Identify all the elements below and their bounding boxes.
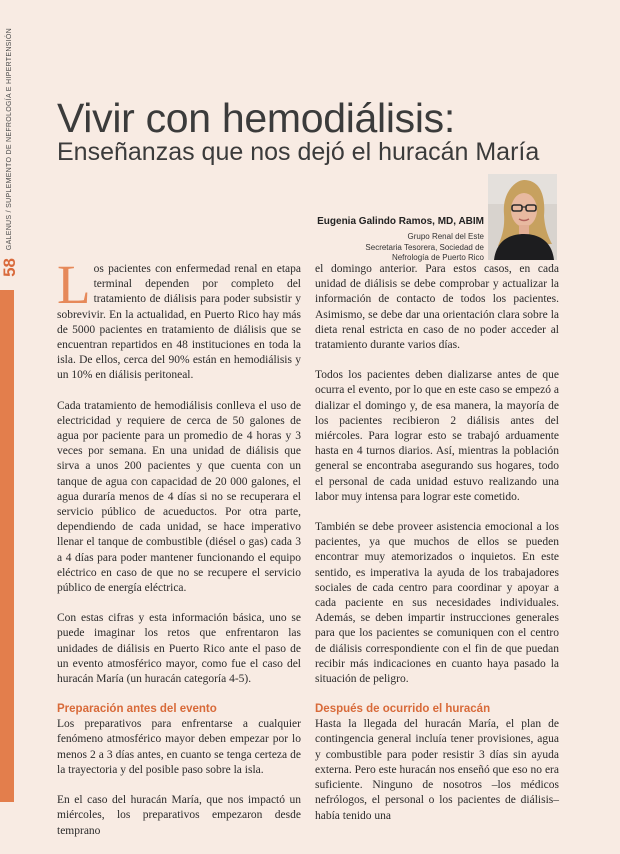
page-number-text: 58	[0, 257, 19, 277]
section-heading: Preparación antes del evento	[57, 703, 217, 716]
affiliation-line: Secretaria Tesorera, Sociedad de	[365, 242, 484, 252]
section-heading: Después de ocurrido el huracán	[315, 703, 491, 716]
page-number	[2, 242, 18, 292]
body-paragraph: En el caso del huracán María, que nos impactó un miércoles, los preparativos empezaron desde temprano	[57, 794, 301, 837]
author-portrait-icon	[488, 174, 557, 260]
affiliation-line: Nefrología de Puerto Rico	[391, 253, 484, 262]
body-paragraph: Los preparativos para enfrentarse a cualquier fenómeno atmosférico mayor deben empezar por lo menos 2 a 3 días antes, en cuanto se tenga certeza de la trayectoria y del posible paso sobre la isla.	[57, 718, 301, 776]
author-affiliation	[284, 232, 484, 264]
right-column	[315, 262, 559, 839]
article-title: Vivir con hemodiálisis:	[57, 95, 455, 141]
body-paragraph: Hasta la llegada del huracán María, el plan de contingencia general incluía tener provisiones, agua y combustible para poder resistir 3 días sin ayuda externa. Pero este huracán nos enseñó que eso no era suficiente. Ninguno de nosotros –los médicos nefrólogos, el personal o los pacientes de diálisis– había tenido una	[315, 718, 559, 822]
drop-cap: L	[57, 254, 91, 315]
body-paragraph: Todos los pacientes deben dializarse antes de que ocurra el evento, por lo que en este caso se empezó a dializar el domingo y, de esa manera, la mayoría de los pacientes recibieron 2 diálisis antes del miércoles. Para lograr esto se trabajó arduamente hasta en 4 turnos diarios. Así, mientras la población general se encontraba asegurando sus hogares, todo el personal de cada unidad estuvo realizando una labor muy intensa para lograr este cometido.	[315, 369, 559, 503]
left-column	[57, 254, 301, 854]
body-paragraph: el domingo anterior. Para estos casos, en cada unidad de diálisis se debe comprobar y actualizar la información de contacto de todos los pacientes. Asimismo, se debe dar una orientación clara sobre la dieta renal estricta en caso de no poder acceder al tratamiento durante varios días.	[315, 263, 559, 352]
article-subtitle: Enseñanzas que nos dejó el huracán María	[57, 138, 540, 166]
running-head	[3, 27, 15, 251]
paragraph-text: os pacientes con enfermedad renal en etapa terminal dependen por completo del tratamiento de diálisis para poder subsistir y sobrevivir. En la actualidad, en Puerto Rico hay más de 5000 pacientes en tratamiento de diálisis que se encuentran repartidos en 48 instituciones en toda la isla. De ellos, cerca del 90% están en hemodiálisis y un 10% en diálisis peritoneal.	[57, 263, 301, 382]
running-head-text: GALENUS / SUPLEMENTO DE NEFROLOGÍA E HIPERTENSIÓN	[5, 27, 13, 251]
intro-paragraph	[57, 254, 301, 384]
body-paragraph: Cada tratamiento de hemodiálisis conlleva el uso de electricidad y requiere de cerca de 50 galones de agua por paciente para un promedio de 4 horas y 3 veces por semana. En una unidad de diálisis que sirva a unos 200 pacientes y que cuenta con un tanque de agua con capacidad de 20 000 galones, el agua duraría menos de 4 días si no se recuperara el servicio público de acueductos. Por otra parte, dependiendo de cada unidad, se hace imperativo llenar el tanque de combustible (diésel o gas) cada 3 a 4 días para poder mantener funcionando el equipo eléctrico en caso de que no se recupere el servicio público de energía eléctrica.	[57, 399, 301, 595]
orange-margin-band	[0, 290, 14, 802]
author-name: Eugenia Galindo Ramos, MD, ABIM	[317, 216, 484, 227]
body-paragraph: Con estas cifras y esta información básica, uno se puede imaginar los retos que enfrentaron las unidades de diálisis en Puerto Rico ante el paso de un evento atmosférico mayor, como fue el caso del huracán María (un huracán categoría 4-5).	[57, 612, 301, 686]
affiliation-line: Grupo Renal del Este	[407, 232, 484, 241]
body-paragraph: También se debe proveer asistencia emocional a los pacientes, ya que muchos de ellos se pueden encontrar muy atemorizados o inquietos. En este sentido, es imperativa la ayuda de los trabajadores sociales de cada centro para coordinar y apoyar a cada paciente en sus necesidades individuales. Además, se deben impartir instrucciones generales para que los pacientes se comuniquen con el centro de diálisis correspondiente con el fin de que puedan recibir más indicaciones en cuanto haya pasado la situación de peligro.	[315, 521, 559, 686]
